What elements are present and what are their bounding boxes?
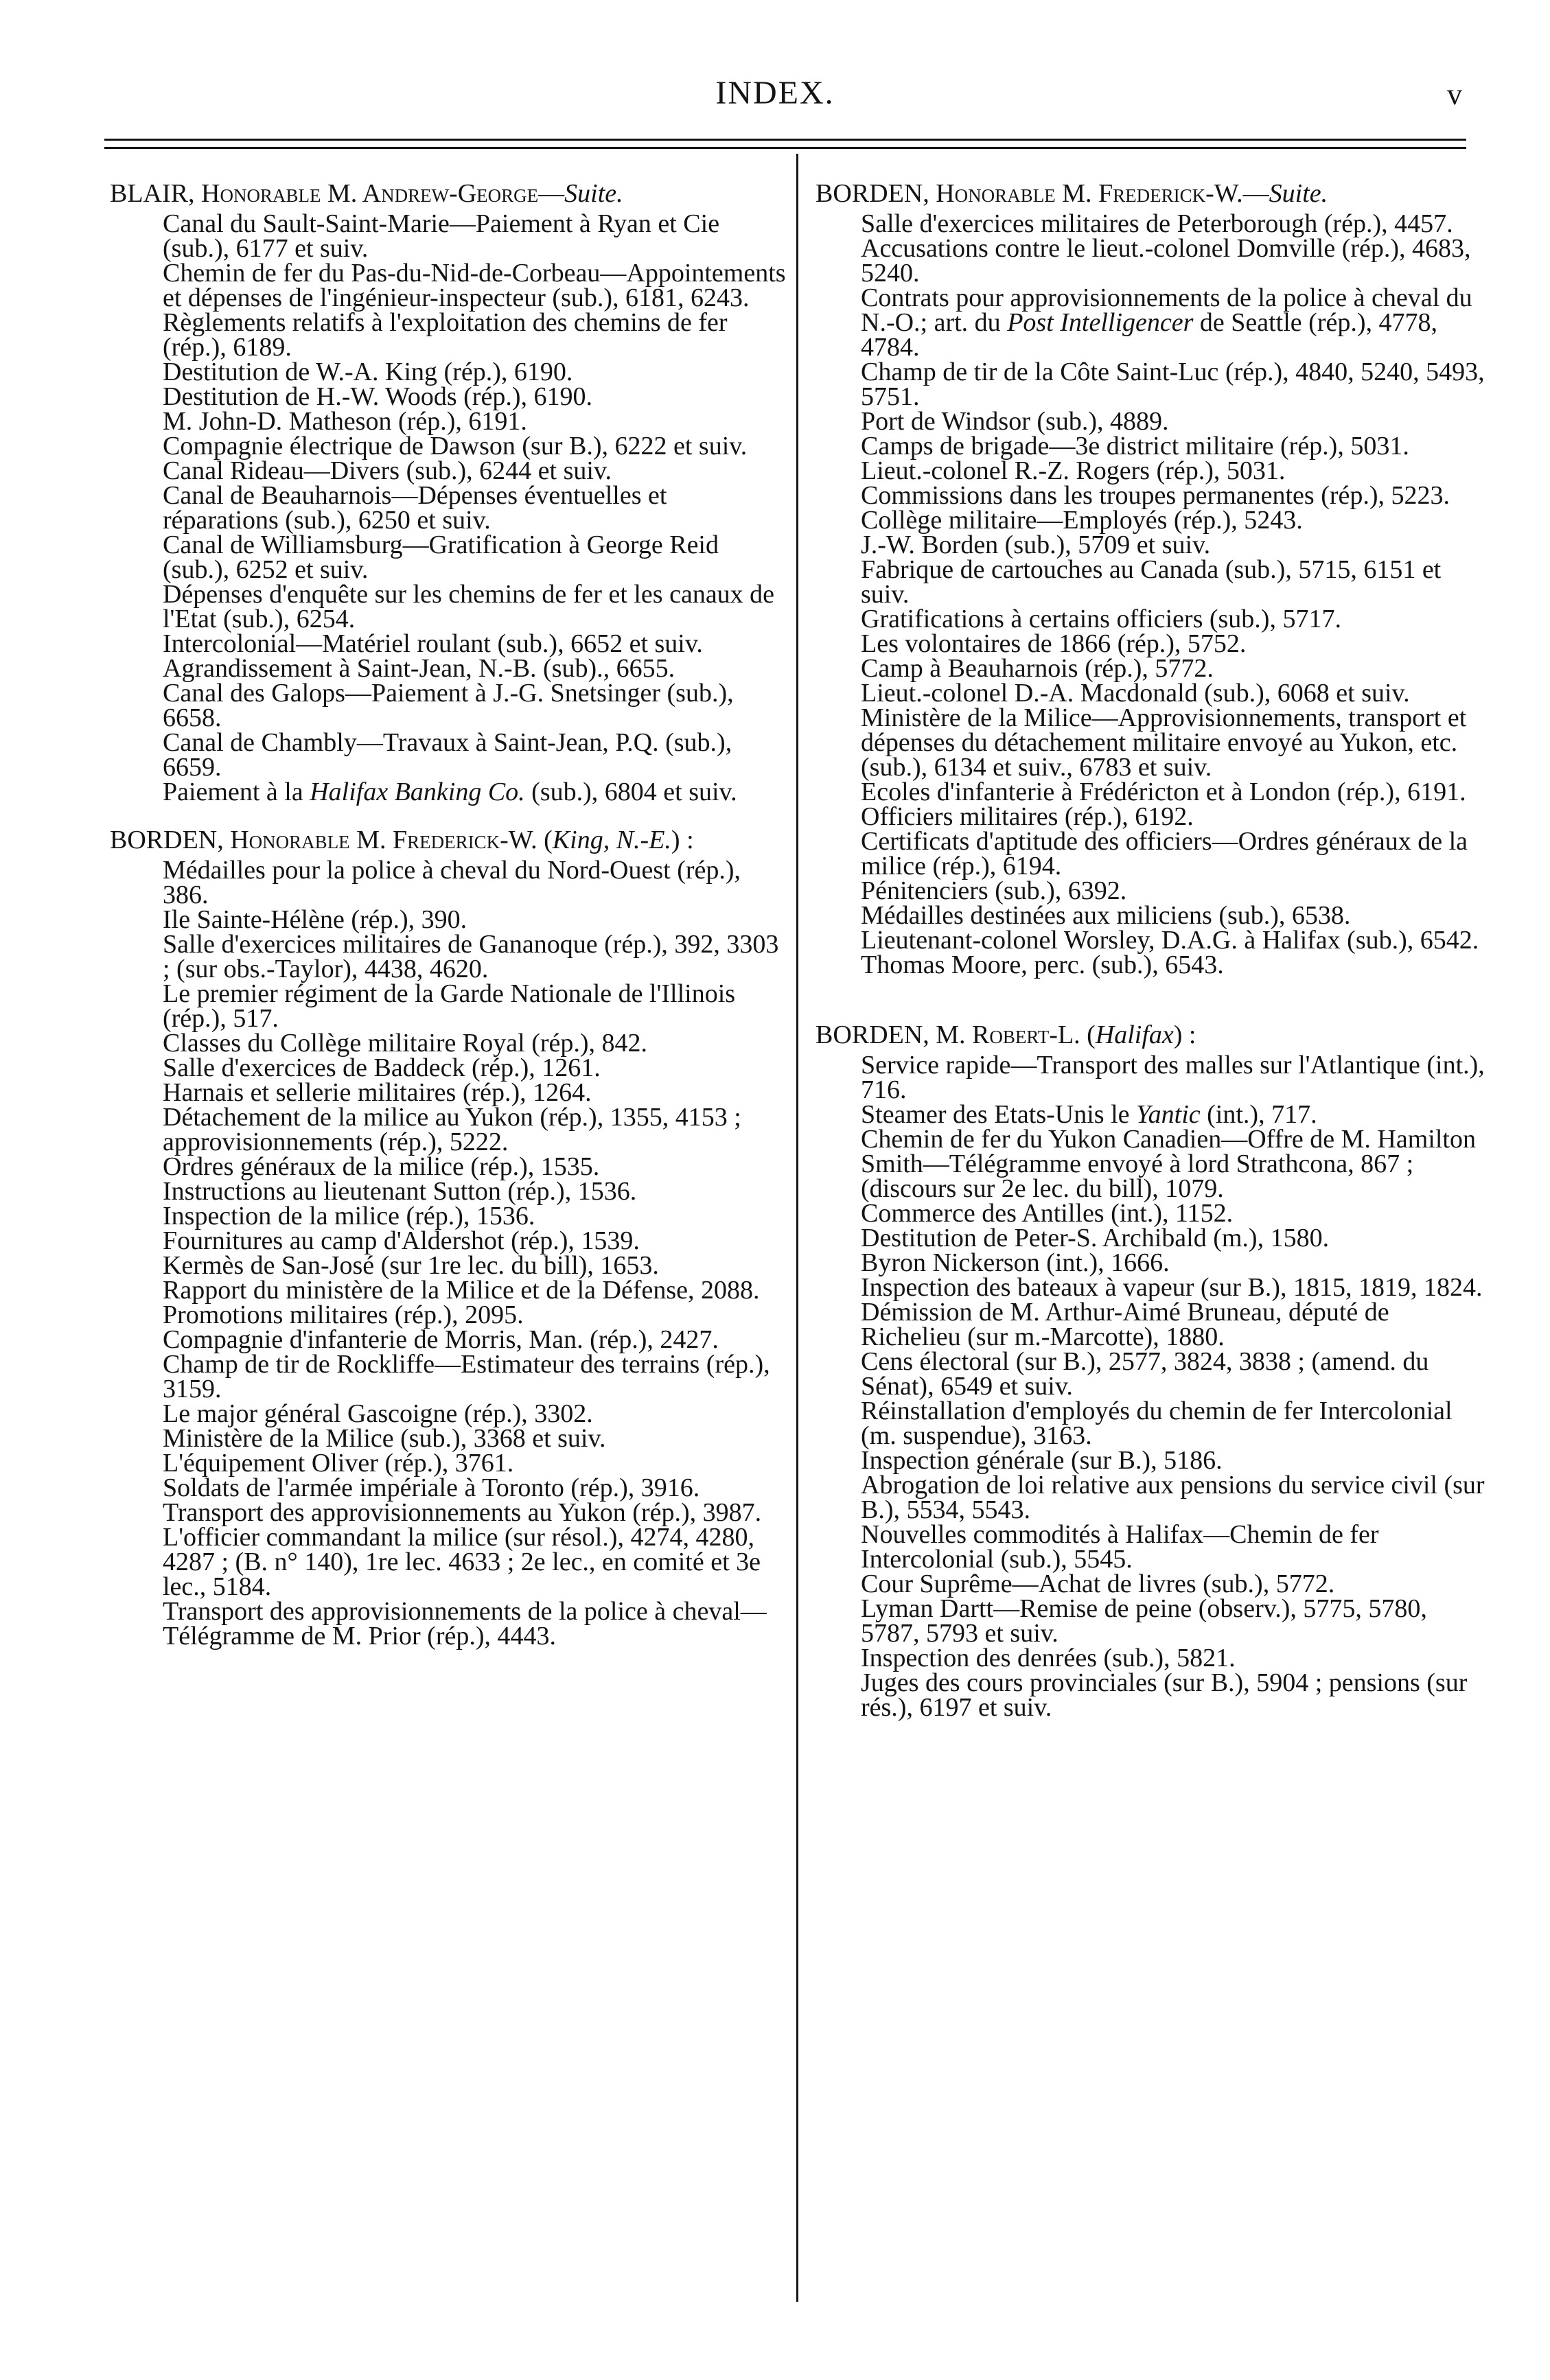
entry-text: Inspection des denrées (sub.), 5821. [861, 1644, 1236, 1672]
index-entry [110, 360, 787, 384]
entry-text: Inspection de la milice (rép.), 1536. [163, 1202, 535, 1230]
index-entry [816, 557, 1488, 607]
index-entry [816, 1250, 1488, 1275]
entry-text: Inspection des bateaux à vapeur (sur B.), 1815, 1819, 1824. [861, 1273, 1483, 1302]
index-entry [816, 458, 1488, 483]
entry-text: Rapport du ministère de la Milice et de la Défense, 2088. [163, 1276, 760, 1305]
entry-italic: Post Intelligencer [1007, 308, 1194, 337]
entry-text: L'équipement Oliver (rép.), 3761. [163, 1449, 514, 1478]
entry-text: Dépenses d'enquête sur les chemins de fer et les canaux de l'Etat (sub.), 6254. [163, 580, 775, 633]
index-entry [110, 1204, 787, 1228]
entry-text: Médailles destinées aux miliciens (sub.), 6538. [861, 901, 1351, 930]
index-entry [110, 409, 787, 434]
entry-text: Salle d'exercices militaires de Peterborough (rép.), 4457. [861, 209, 1453, 238]
index-entry [816, 903, 1488, 928]
heading-suffix: ) : [1173, 1020, 1196, 1049]
entry-text: Ile Sainte-Hélène (rép.), 390. [163, 905, 467, 934]
entry-text: Transport des approvisionnements au Yukon (rép.), 3987. [163, 1498, 762, 1527]
entry-text: Les volontaires de 1866 (rép.), 5752. [861, 629, 1247, 658]
entry-text: Promotions militaires (rép.), 2095. [163, 1300, 524, 1329]
entry-text: Champ de tir de la Côte Saint-Luc (rép.), 4840, 5240, 5493, 5751. [861, 358, 1485, 411]
entry-text: Chemin de fer du Pas-du-Nid-de-Corbeau—Appointements et dépenses de l'ingénieur-inspecteur (sub.), 6181, 6243. [163, 259, 786, 312]
heading-qualifier: Suite. [1269, 179, 1328, 208]
column-divider [796, 154, 798, 2302]
name-heading [110, 181, 787, 206]
entry-text: Byron Nickerson (int.), 1666. [861, 1248, 1170, 1277]
heading-name: BORDEN, [816, 179, 936, 208]
index-entry [816, 211, 1488, 236]
index-entry [816, 434, 1488, 458]
index-entry [110, 858, 787, 907]
entry-text: Compagnie électrique de Dawson (sur B.), 6222 et suiv. [163, 432, 748, 460]
index-entry [110, 1080, 787, 1105]
index-entry [110, 434, 787, 458]
entry-text: Camps de brigade—3e district militaire (rép.), 5031. [861, 432, 1409, 460]
index-entry [110, 1228, 787, 1253]
index-entry [110, 211, 787, 261]
index-entry [816, 1226, 1488, 1250]
index-entry [816, 1399, 1488, 1448]
entry-text: Abrogation de loi relative aux pensions du service civil (sur B.), 5534, 5543. [861, 1471, 1485, 1524]
entry-text-after: (sub.), 6804 et suiv. [524, 778, 737, 806]
index-entry [816, 1473, 1488, 1522]
index-entry [816, 829, 1488, 878]
entry-text: Démission de M. Arthur-Aimé Bruneau, député de Richelieu (sur m.-Marcotte), 1880. [861, 1298, 1389, 1351]
entry-text-after: (int.), 717. [1200, 1100, 1317, 1129]
entry-text: Canal des Galops—Paiement à J.-G. Snetsinger (sub.), 6658. [163, 679, 734, 732]
heading-suffix: ) : [671, 826, 694, 854]
index-entry [816, 1053, 1488, 1102]
index-entry [816, 1596, 1488, 1646]
heading-name: BLAIR, [110, 179, 201, 208]
entry-text: Canal de Beauharnois—Dépenses éventuelles et réparations (sub.), 6250 et suiv. [163, 481, 667, 535]
index-entry [816, 705, 1488, 780]
index-entry [816, 1572, 1488, 1596]
index-entry [110, 1029, 787, 1058]
entry-text: Commissions dans les troupes permanentes (rép.), 5223. [861, 481, 1450, 510]
entry-text: Cour Suprême—Achat de livres (sub.), 5772. [861, 1570, 1335, 1598]
entry-italic: Halifax Banking Co. [310, 778, 525, 806]
index-entry [110, 1401, 787, 1426]
heading-qualifier: Halifax [1095, 1020, 1174, 1049]
index-entry [816, 360, 1488, 409]
index-entry [816, 928, 1488, 953]
index-entry [110, 530, 787, 584]
entry-text: Le major général Gascoigne (rép.), 3302. [163, 1399, 593, 1428]
entry-text: L'officier commandant la milice (sur résol.), 4274, 4280, 4287 ; (B. n° 140), 1re lec. 4633 ; 2e lec., en comité et 3e lec., 5184. [163, 1523, 761, 1601]
heading-title: Honorable M. Andrew-George [201, 179, 539, 208]
index-entry [110, 1055, 787, 1080]
entry-text: Kermès de San-José (sur 1re lec. du bill), 1653. [163, 1251, 659, 1280]
entry-text: Gratifications à certains officiers (sub.), 5717. [861, 605, 1341, 633]
entry-text: Lieutenant-colonel Worsley, D.A.G. à Halifax (sub.), 6542. [861, 926, 1479, 955]
entry-text: Commerce des Antilles (int.), 1152. [861, 1199, 1234, 1228]
index-entry [110, 1179, 787, 1204]
entry-text: Le premier régiment de la Garde Nationale de l'Illinois (rép.), 517. [163, 979, 736, 1033]
index-entry [816, 607, 1488, 631]
entry-text: Fabrique de cartouches au Canada (sub.), 5715, 6151 et suiv. [861, 555, 1442, 609]
index-entry [816, 1448, 1488, 1473]
index-entry [816, 679, 1488, 708]
index-entry [816, 631, 1488, 656]
entry-text: Transport des approvisionnements de la police à cheval—Télégramme de M. Prior (rép.), 4443. [163, 1597, 767, 1650]
entry-text: Canal Rideau—Divers (sub.), 6244 et suiv. [163, 456, 612, 485]
index-entry [816, 1300, 1488, 1349]
entry-text: Instructions au lieutenant Sutton (rép.), 1536. [163, 1177, 637, 1206]
entry-text: Réinstallation d'employés du chemin de fer Intercolonial (m. suspendue), 3163. [861, 1397, 1453, 1450]
index-entry [816, 1646, 1488, 1670]
entry-text: Lyman Dartt—Remise de peine (observ.), 5775, 5780, 5787, 5793 et suiv. [861, 1594, 1427, 1648]
index-entry [110, 582, 787, 631]
index-entry [816, 804, 1488, 829]
index-entry [816, 780, 1488, 804]
index-entry [110, 483, 787, 533]
left-column [110, 181, 787, 1648]
index-entry [110, 981, 787, 1031]
index-entry [110, 1525, 787, 1599]
entry-text: J.-W. Borden (sub.), 5709 et suiv. [861, 530, 1211, 559]
entry-text: Ministère de la Milice—Approvisionnements, transport et dépenses du détachement militaire envoyé au Yukon, etc. (sub.), 6134 et suiv., 6783 et suiv. [861, 703, 1467, 782]
entry-text: Destitution de H.-W. Woods (rép.), 6190. [163, 382, 592, 411]
entry-text: M. John-D. Matheson (rép.), 6191. [163, 407, 527, 436]
heading-separator: ( [537, 826, 553, 854]
entry-text: Règlements relatifs à l'exploitation des chemins de fer (rép.), 6189. [163, 308, 728, 362]
index-entry [110, 1300, 787, 1329]
index-entry [816, 1670, 1488, 1720]
entry-text: Champ de tir de Rockliffe—Estimateur des terrains (rép.), 3159. [163, 1350, 770, 1403]
heading-separator: — [1242, 179, 1269, 208]
entry-text: Thomas Moore, perc. (sub.), 6543. [861, 950, 1224, 979]
entry-text: Steamer des Etats-Unis le [861, 1100, 1137, 1129]
entry-text-after: de Seattle (rép.), 4778, 4784. [861, 308, 1437, 362]
index-entry [110, 1278, 787, 1303]
entry-text: Port de Windsor (sub.), 4889. [861, 407, 1169, 436]
index-entry [110, 730, 787, 780]
entry-text: Médailles pour la police à cheval du Nord-Ouest (rép.), 386. [163, 856, 741, 909]
entry-text: Détachement de la milice au Yukon (rép.), 1355, 4153 ; approvisionnements (rép.), 5222. [163, 1103, 741, 1156]
entry-text: Ecoles d'infanterie à Frédéricton et à London (rép.), 6191. [861, 778, 1466, 806]
index-entry [110, 261, 787, 310]
index-entry [110, 1327, 787, 1352]
header-rule-bottom [104, 147, 1466, 149]
entry-text: Canal de Williamsburg—Gratification à George Reid (sub.), 6252 et suiv. [163, 530, 719, 584]
entry-text: Pénitenciers (sub.), 6392. [861, 876, 1127, 905]
index-entry [110, 656, 787, 681]
name-heading [816, 1020, 1488, 1049]
index-entry [110, 1475, 787, 1500]
heading-separator: — [538, 179, 565, 208]
index-entry [110, 681, 787, 730]
right-column [816, 181, 1488, 1720]
index-entry [110, 1426, 787, 1451]
entry-text: Canal de Chambly—Travaux à Saint-Jean, P.Q. (sub.), 6659. [163, 728, 732, 782]
index-entry [816, 234, 1488, 288]
entry-text: Camp à Beauharnois (rép.), 5772. [861, 654, 1214, 683]
entry-text: Compagnie d'infanterie de Morris, Man. (rép.), 2427. [163, 1325, 719, 1354]
entry-text: Canal du Sault-Saint-Marie—Paiement à Ryan et Cie (sub.), 6177 et suiv. [163, 209, 720, 263]
heading-name: BORDEN, M. [816, 1020, 973, 1049]
index-entry [816, 950, 1488, 979]
entry-text: Collège militaire—Employés (rép.), 5243. [861, 506, 1303, 535]
heading-qualifier: King, N.-E. [552, 826, 671, 854]
name-heading [816, 181, 1488, 206]
index-entry [110, 1253, 787, 1278]
entry-text: Salle d'exercices militaires de Gananoque (rép.), 392, 3303 ; (sur obs.-Taylor), 4438, 4620. [163, 930, 779, 983]
entry-text: Nouvelles commodités à Halifax—Chemin de fer Intercolonial (sub.), 5545. [861, 1520, 1379, 1574]
entry-text: Intercolonial—Matériel roulant (sub.), 6652 et suiv. [163, 629, 703, 658]
index-entry [110, 1449, 787, 1478]
entry-text: Paiement à la [163, 778, 310, 806]
index-entry [816, 1127, 1488, 1201]
index-entry [816, 409, 1488, 434]
entry-text: Accusations contre le lieut.-colonel Domville (rép.), 4683, 5240. [861, 234, 1471, 288]
entry-text: Chemin de fer du Yukon Canadien—Offre de M. Hamilton Smith—Télégramme envoyé à lord Strathcona, 867 ; (discours sur 2e lec. du bill), 1079. [861, 1125, 1476, 1203]
running-title: INDEX. [715, 75, 835, 111]
entry-text: Lieut.-colonel R.-Z. Rogers (rép.), 5031. [861, 456, 1286, 485]
heading-title: Honorable M. Frederick-W. [230, 826, 537, 854]
entry-text: Inspection générale (sur B.), 5186. [861, 1446, 1223, 1475]
index-entry [110, 384, 787, 409]
index-entry [110, 780, 787, 804]
index-entry [110, 1154, 787, 1179]
index-entry [110, 310, 787, 360]
index-entry [816, 878, 1488, 903]
index-entry [816, 1201, 1488, 1226]
index-entry [110, 1352, 787, 1401]
entry-text: Destitution de Peter-S. Archibald (m.), 1580. [861, 1224, 1330, 1252]
entry-text: Lieut.-colonel D.-A. Macdonald (sub.), 6068 et suiv. [861, 679, 1410, 708]
index-entry [816, 1349, 1488, 1399]
heading-separator: ( [1080, 1020, 1096, 1049]
entry-text: Soldats de l'armée impériale à Toronto (rép.), 3916. [163, 1473, 700, 1502]
index-entry [110, 1500, 787, 1525]
index-entry [110, 458, 787, 483]
index-entry [816, 483, 1488, 508]
name-heading [110, 828, 787, 852]
entry-text: Service rapide—Transport des malles sur l'Atlantique (int.), 716. [861, 1051, 1485, 1104]
index-entry [816, 656, 1488, 681]
entry-text: Salle d'exercices de Baddeck (rép.), 1261. [163, 1053, 601, 1082]
entry-text: Harnais et sellerie militaires (rép.), 1264. [163, 1078, 592, 1107]
index-entry [110, 907, 787, 932]
entry-text: Certificats d'aptitude des officiers—Ordres généraux de la milice (rép.), 6194. [861, 827, 1468, 880]
entry-text: Officiers militaires (rép.), 6192. [861, 802, 1194, 831]
heading-title: Robert-L. [972, 1020, 1080, 1049]
header-rule-top [104, 139, 1466, 141]
entry-italic: Yantic [1136, 1100, 1201, 1129]
index-entry [816, 530, 1488, 559]
index-entry [110, 932, 787, 981]
index-entry [816, 1275, 1488, 1300]
heading-qualifier: Suite. [564, 179, 623, 208]
index-entry [110, 631, 787, 656]
index-entry [816, 285, 1488, 360]
entry-text: Ministère de la Milice (sub.), 3368 et suiv. [163, 1424, 606, 1453]
entry-text: Juges des cours provinciales (sur B.), 5904 ; pensions (sur rés.), 6197 et suiv. [861, 1668, 1468, 1722]
index-entry [110, 1105, 787, 1154]
index-entry [110, 1599, 787, 1648]
page-number: v [1447, 78, 1462, 111]
index-entry [816, 508, 1488, 533]
entry-text: Contrats pour approvisionnements de la police à cheval du N.-O.; art. du [861, 283, 1472, 337]
entry-text: Classes du Collège militaire Royal (rép.), 842. [163, 1029, 648, 1058]
index-entry [816, 1102, 1488, 1127]
entry-text: Cens électoral (sur B.), 2577, 3824, 3838 ; (amend. du Sénat), 6549 et suiv. [861, 1347, 1429, 1401]
entry-text: Agrandissement à Saint-Jean, N.-B. (sub)., 6655. [163, 654, 675, 683]
index-entry [816, 1522, 1488, 1572]
heading-title: Honorable M. Frederick-W. [936, 179, 1243, 208]
entry-text: Destitution de W.-A. King (rép.), 6190. [163, 358, 573, 386]
entry-text: Ordres généraux de la milice (rép.), 1535. [163, 1152, 600, 1181]
heading-name: BORDEN, [110, 826, 231, 854]
entry-text: Fournitures au camp d'Aldershot (rép.), 1539. [163, 1226, 640, 1255]
